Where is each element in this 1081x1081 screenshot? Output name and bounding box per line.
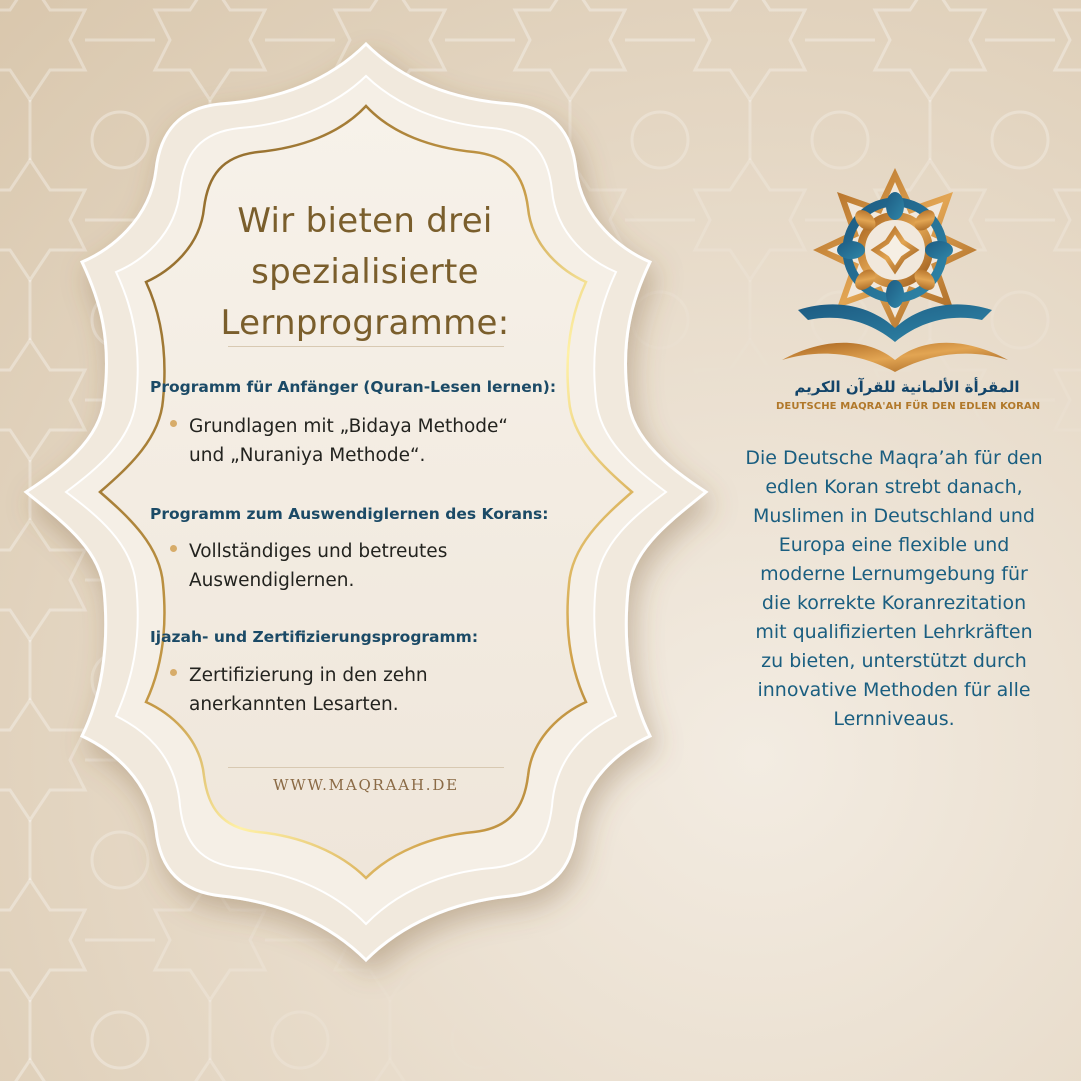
- footer-divider: [228, 767, 504, 768]
- star-book-emblem-icon: [776, 160, 1014, 376]
- program-bullet-memorization: [170, 537, 590, 595]
- bullet-line: Grundlagen mit „Bidaya Methode“: [189, 416, 508, 437]
- description-paragraph: [716, 444, 1072, 734]
- brand-name-german: DEUTSCHE MAQRA'AH FÜR DEN EDLEN KORAN: [776, 401, 1041, 412]
- card-title-line: spezialisierte: [251, 252, 479, 292]
- title-divider: [228, 346, 504, 347]
- description-line: edlen Koran strebt danach,: [765, 476, 1023, 498]
- program-bullet-beginners: [170, 412, 590, 470]
- card-title: [150, 196, 580, 349]
- bullet-dot-icon: [170, 669, 177, 676]
- card-title-line: Wir bieten drei: [237, 201, 493, 241]
- description-line: Europa eine flexible und: [778, 534, 1010, 556]
- description-line: Die Deutsche Maqra’ah für den: [745, 447, 1043, 469]
- bullet-text: [189, 412, 590, 470]
- description-line: mit qualifizierten Lehrkräften: [755, 621, 1033, 643]
- bullet-line: und „Nuraniya Methode“.: [189, 445, 426, 466]
- bullet-line: Auswendiglernen.: [189, 570, 355, 591]
- bullet-text: [189, 661, 590, 719]
- program-bullet-ijazah: [170, 661, 590, 719]
- description-line: zu bieten, unterstützt durch: [761, 650, 1027, 672]
- bullet-line: anerkannten Lesarten.: [189, 694, 399, 715]
- bullet-line: Vollständiges und betreutes: [189, 541, 448, 562]
- bullet-text: [189, 537, 590, 595]
- description-line: innovative Methoden für alle: [757, 679, 1031, 701]
- bullet-dot-icon: [170, 545, 177, 552]
- description-line: Muslimen in Deutschland und: [753, 505, 1035, 527]
- description-line: die korrekte Koranrezitation: [761, 592, 1027, 614]
- bullet-line: Zertifizierung in den zehn: [189, 665, 428, 686]
- website-link[interactable]: WWW.MAQRAAH.DE: [273, 776, 459, 794]
- brand-name-arabic: المقرأة الألمانية للقرآن الكريم: [794, 378, 1020, 396]
- program-title-ijazah: Ijazah- und Zertifizierungsprogramm:: [150, 628, 479, 646]
- bullet-dot-icon: [170, 420, 177, 427]
- card-title-line: Lernprogramme:: [220, 303, 510, 343]
- description-line: Lernniveaus.: [833, 708, 955, 730]
- program-title-memorization: Programm zum Auswendiglernen des Korans:: [150, 505, 549, 523]
- description-line: moderne Lernumgebung für: [760, 563, 1028, 585]
- program-title-beginners: Programm für Anfänger (Quran-Lesen lernen):: [150, 378, 557, 396]
